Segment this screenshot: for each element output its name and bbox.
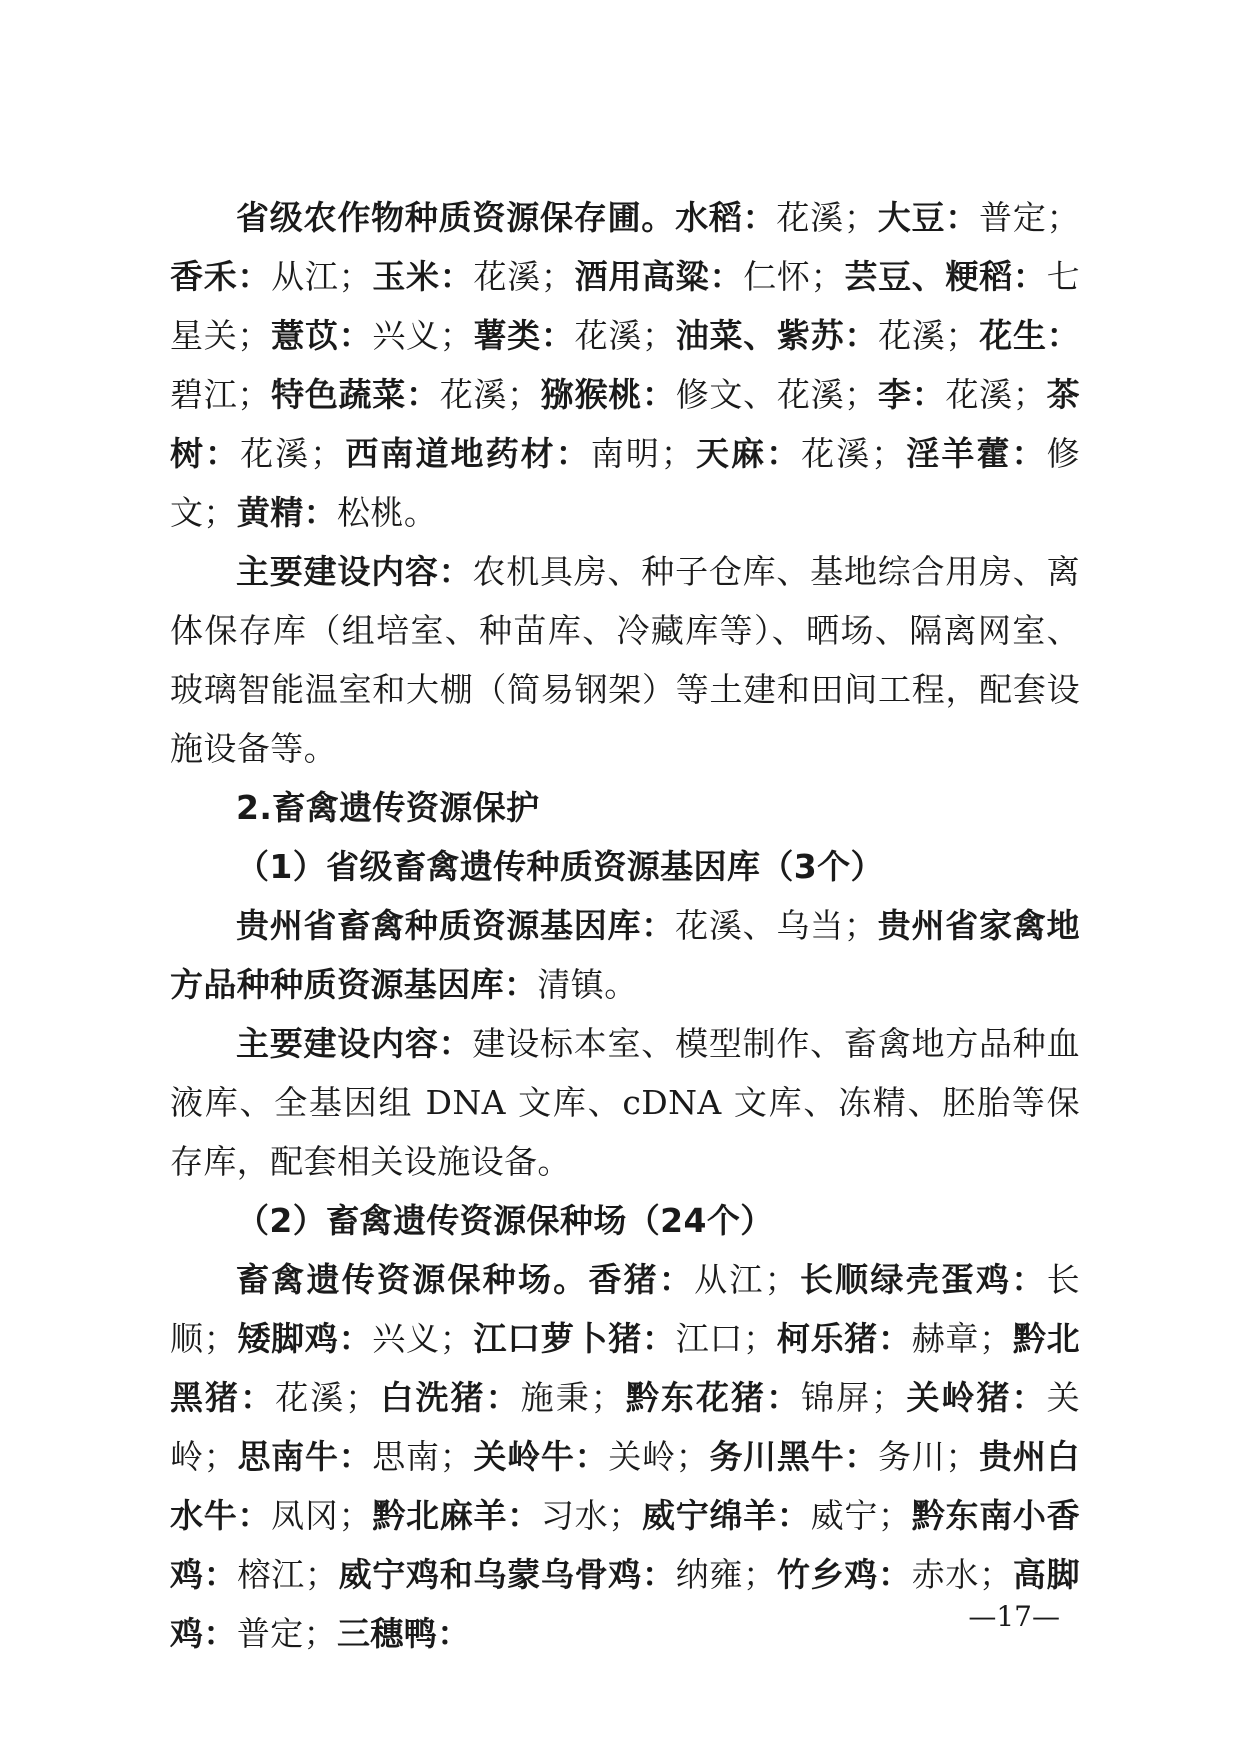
section-heading-livestock: 2.畜禽遗传资源保护 bbox=[236, 788, 540, 827]
bold-label: 花生： bbox=[978, 316, 1081, 355]
text-run: 修文、花溪； bbox=[675, 375, 878, 414]
text-run: 南明； bbox=[590, 434, 695, 473]
bold-label: 薯类： bbox=[473, 316, 575, 355]
text-run: 习水； bbox=[540, 1496, 642, 1535]
subsection-heading-breeding-farms: （2）畜禽遗传资源保种场（24个） bbox=[236, 1201, 774, 1240]
bold-label: 矮脚鸡： bbox=[237, 1319, 373, 1358]
text-run: 榕江； bbox=[237, 1555, 339, 1594]
bold-label: 黄精： bbox=[236, 493, 338, 532]
text-run: 花溪； bbox=[275, 1378, 379, 1417]
subsection-heading-gene-bank: （1）省级畜禽遗传种质资源基因库（3个） bbox=[236, 847, 884, 886]
bold-label: 畜禽遗传资源保种场。香猪： bbox=[236, 1260, 695, 1299]
bold-label: 大豆： bbox=[877, 198, 980, 237]
text-run: 关岭； bbox=[170, 1378, 1081, 1476]
bold-label: 酒用高粱： bbox=[574, 257, 744, 296]
text-run: 从江； bbox=[694, 1260, 799, 1299]
paragraph-gene-bank-construction bbox=[170, 1014, 1080, 1191]
text-run: 建设标本室、模型制作、畜禽地方品种血液库、全基因组 DNA 文库、cDNA 文库、冻精、胚胎等保存库，配套相关设施设备。 bbox=[170, 1024, 1080, 1181]
text-run: 赫章； bbox=[911, 1319, 1013, 1358]
bold-label: 省级农作物种质资源保存圃。水稻： bbox=[236, 198, 777, 237]
bold-label: 思南牛： bbox=[237, 1437, 373, 1476]
text-run: 思南； bbox=[372, 1437, 474, 1476]
bold-label: 务川黑牛： bbox=[709, 1437, 879, 1476]
text-run: 清镇。 bbox=[537, 965, 638, 1004]
bold-label: 芸豆、粳稻： bbox=[844, 257, 1047, 296]
text-run: 威宁； bbox=[810, 1496, 912, 1535]
text-run: 长顺； bbox=[170, 1260, 1080, 1358]
text-run: 普定； bbox=[236, 1614, 338, 1653]
bold-label: 薏苡： bbox=[270, 316, 373, 355]
page-number: —17— bbox=[968, 1600, 1060, 1633]
text-run: 花溪； bbox=[776, 198, 878, 237]
text-run: 花溪； bbox=[801, 434, 905, 473]
bold-label: 猕猴桃： bbox=[540, 375, 676, 414]
bold-label: 长顺绿壳蛋鸡： bbox=[798, 1260, 1047, 1299]
bold-label: 威宁鸡和乌蒙乌骨鸡： bbox=[338, 1555, 676, 1594]
bold-label: 玉米： bbox=[372, 257, 474, 296]
bold-label: 西南道地药材： bbox=[343, 434, 591, 473]
bold-label: 贵州省畜禽种质资源基因库： bbox=[236, 906, 676, 945]
text-run: 务川； bbox=[878, 1437, 979, 1476]
text-run: 修文； bbox=[170, 434, 1081, 532]
text-run: 花溪； bbox=[439, 375, 541, 414]
paragraph-crop-nurseries bbox=[170, 188, 1080, 542]
text-run: 施秉； bbox=[520, 1378, 625, 1417]
bold-label: 茶树： bbox=[170, 375, 1080, 473]
bold-label: 天麻： bbox=[694, 434, 802, 473]
text-run: 兴义； bbox=[372, 316, 474, 355]
text-run: 碧江； bbox=[170, 375, 271, 414]
text-run: 松桃。 bbox=[337, 493, 438, 532]
text-run: 赤水； bbox=[911, 1555, 1013, 1594]
text-run: 七星关； bbox=[170, 257, 1081, 355]
text-run: 花溪； bbox=[945, 375, 1047, 414]
paragraph-gene-banks bbox=[170, 896, 1080, 1014]
paragraph-crop-construction bbox=[170, 542, 1080, 778]
bold-label: 香禾： bbox=[170, 257, 272, 296]
bold-label: 主要建设内容： bbox=[236, 552, 473, 591]
bold-label: 白洗猪： bbox=[378, 1378, 521, 1417]
bold-label: 贵州白水牛： bbox=[170, 1437, 1080, 1535]
bold-label: 江口萝卜猪： bbox=[473, 1319, 676, 1358]
bold-label: 油菜、紫苏： bbox=[675, 316, 879, 355]
bold-label: 黔北黑猪： bbox=[170, 1319, 1080, 1417]
bold-label: 黔北麻羊： bbox=[372, 1496, 541, 1535]
bold-label: 贵州省家禽地方品种种质资源基因库： bbox=[170, 906, 1081, 1004]
bold-label: 李： bbox=[877, 375, 946, 414]
text-run: 锦屏； bbox=[801, 1378, 905, 1417]
text-run: 江口； bbox=[675, 1319, 777, 1358]
text-run: 花溪； bbox=[574, 316, 676, 355]
bold-label: 竹乡鸡： bbox=[776, 1555, 912, 1594]
text-run: 纳雍； bbox=[675, 1555, 777, 1594]
text-run: 花溪； bbox=[473, 257, 575, 296]
bold-label: 黔东花猪： bbox=[624, 1378, 802, 1417]
bold-label: 高脚鸡： bbox=[170, 1555, 1080, 1653]
text-run: 农机具房、种子仓库、基地综合用房、离体保存库（组培室、种苗库、冷藏库等）、晒场、隔离网室、玻璃智能温室和大棚（简易钢架）等土建和田间工程，配套设施设备等。 bbox=[170, 552, 1080, 768]
bold-label: 特色蔬菜： bbox=[270, 375, 440, 414]
bold-label: 主要建设内容： bbox=[236, 1024, 473, 1063]
text-run: 花溪； bbox=[240, 434, 344, 473]
text-run: 关岭； bbox=[608, 1437, 710, 1476]
text-run: 花溪、乌当； bbox=[675, 906, 878, 945]
bold-label: 柯乐猪： bbox=[776, 1319, 912, 1358]
text-run: 普定； bbox=[979, 198, 1080, 237]
bold-label: 关岭猪： bbox=[904, 1378, 1047, 1417]
bold-label: 三穗鸭： bbox=[337, 1614, 471, 1653]
bold-label: 关岭牛： bbox=[473, 1437, 609, 1476]
text-run: 凤冈； bbox=[271, 1496, 372, 1535]
document-body bbox=[170, 188, 1080, 1663]
paragraph-breeding-farms bbox=[170, 1250, 1080, 1663]
text-run: 仁怀； bbox=[743, 257, 845, 296]
text-run: 从江； bbox=[271, 257, 372, 296]
text-run: 兴义； bbox=[372, 1319, 474, 1358]
bold-label: 黔东南小香鸡： bbox=[170, 1496, 1081, 1594]
text-run: 花溪； bbox=[878, 316, 979, 355]
bold-label: 淫羊藿： bbox=[904, 434, 1047, 473]
bold-label: 威宁绵羊： bbox=[641, 1496, 811, 1535]
